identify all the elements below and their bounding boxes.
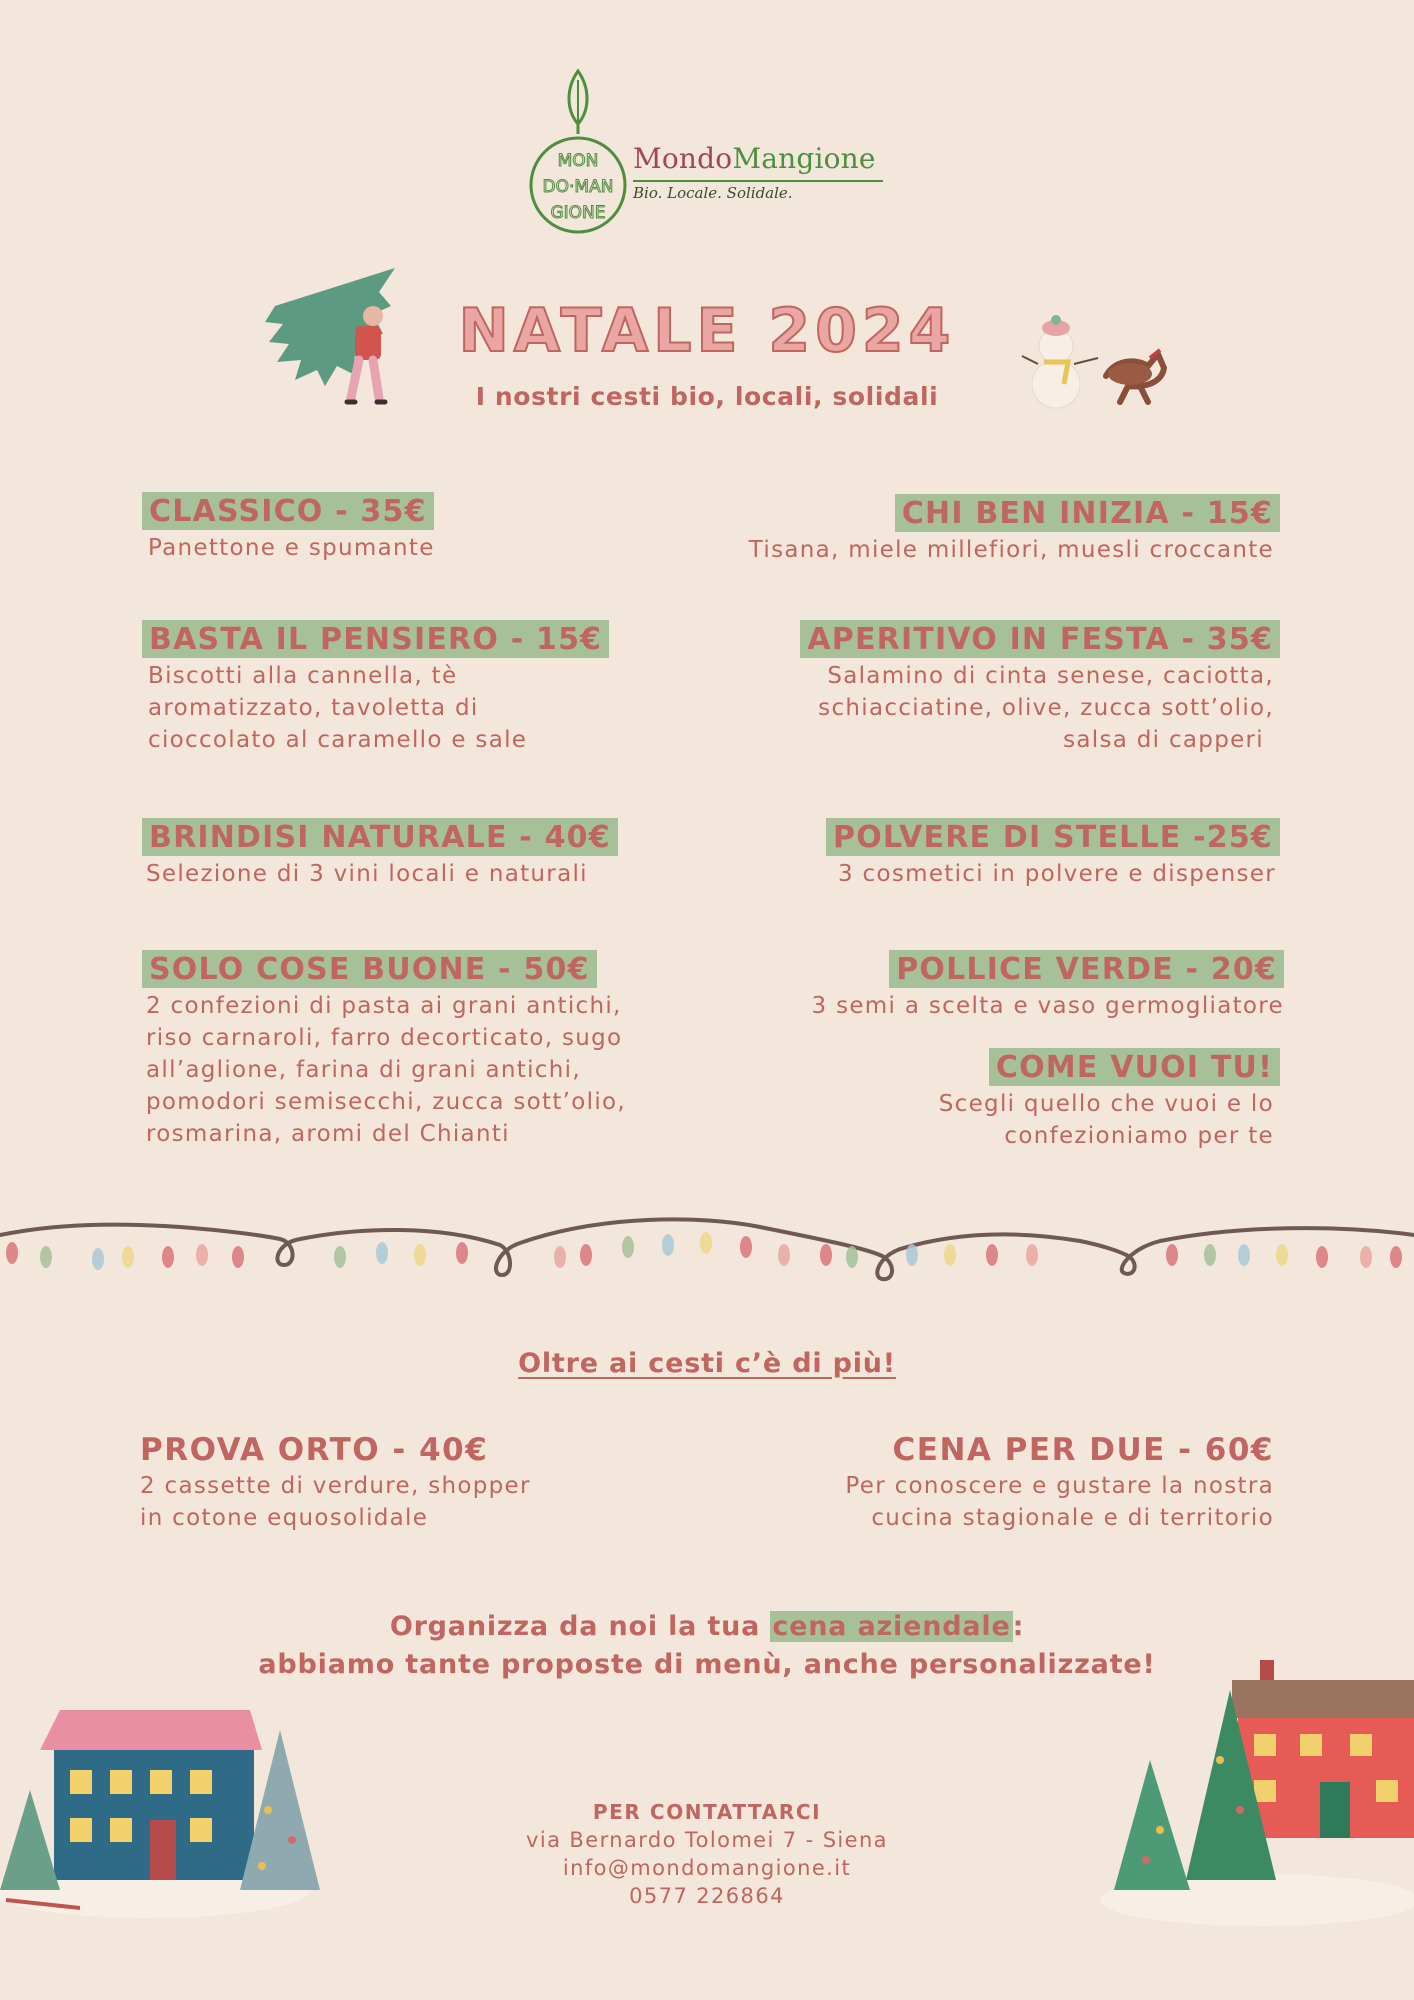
light-bulb: [740, 1236, 752, 1258]
description-line: confezioniamo per te: [1004, 1123, 1274, 1149]
description-line: salsa di capperi: [1063, 727, 1264, 753]
light-bulb: [6, 1242, 18, 1264]
light-bulb: [778, 1244, 790, 1266]
seal-line: GIONE: [550, 203, 606, 223]
basket-name: CLASSICO - 35€: [142, 492, 434, 530]
light-bulb: [580, 1244, 592, 1266]
light-bulb: [554, 1246, 566, 1268]
page-subtitle: I nostri cesti bio, locali, solidali: [475, 382, 939, 411]
basket-brindisi-naturale: [142, 818, 618, 890]
basket-description: Panettone e spumante: [148, 535, 435, 561]
description-line: pomodori semisecchi, zucca sott’olio,: [146, 1089, 627, 1115]
extra-name: PROVA ORTO - 40€: [140, 1432, 489, 1468]
basket-description: Selezione di 3 vini locali e naturali: [146, 861, 588, 887]
seal-line: DO·MAN: [542, 177, 614, 197]
promo-highlight: cena aziendale: [772, 1611, 1011, 1642]
basket-solo-cose-buone: [142, 950, 626, 1150]
brand-name: [633, 142, 876, 175]
extra-cena-per-due: [845, 1432, 1274, 1534]
description-line: Salamino di cinta senese, caciotta,: [827, 663, 1274, 689]
light-bulb: [122, 1246, 134, 1268]
light-bulb: [1316, 1246, 1328, 1268]
christmas-lights-garland: [0, 1205, 1414, 1295]
leaf-seal-icon: [528, 66, 628, 236]
light-bulb: [1204, 1244, 1216, 1266]
contact-email[interactable]: info@mondomangione.it: [562, 1856, 852, 1880]
light-bulb: [456, 1242, 468, 1264]
brand-name-part1: Mondo: [633, 142, 733, 175]
basket-come-vuoi-tu: [939, 1048, 1280, 1152]
extras-title: Oltre ai cesti c’è di più!: [518, 1348, 896, 1379]
light-bulb: [662, 1234, 674, 1256]
description-line: cucina stagionale e di territorio: [871, 1505, 1274, 1531]
basket-chi-ben-inizia: [749, 494, 1280, 566]
contact-address: via Bernardo Tolomei 7 - Siena: [526, 1828, 888, 1852]
basket-polvere-di-stelle: [826, 818, 1280, 890]
light-bulb: [162, 1246, 174, 1268]
brand-tagline: Bio. Locale. Solidale.: [633, 184, 793, 202]
extra-prova-orto: [140, 1432, 531, 1534]
description-line: aromatizzato, tavoletta di: [148, 695, 479, 721]
basket-description: 3 cosmetici in polvere e dispenser: [837, 861, 1276, 887]
light-bulb: [92, 1248, 104, 1270]
light-bulb: [334, 1246, 346, 1268]
light-bulb: [1166, 1244, 1178, 1266]
light-bulb: [376, 1242, 388, 1264]
basket-aperitivo-in-festa: [800, 620, 1280, 756]
light-bulb: [820, 1244, 832, 1266]
extra-name: CENA PER DUE - 60€: [892, 1432, 1274, 1468]
basket-description: [800, 660, 1280, 756]
light-bulb: [1238, 1244, 1250, 1266]
basket-basta-il-pensiero: [142, 620, 609, 756]
basket-description: [939, 1088, 1280, 1152]
promo-text: Organizza da noi la tua: [389, 1611, 771, 1642]
contact-block: [0, 1798, 1414, 1910]
light-bulb: [622, 1236, 634, 1258]
promo-text: :: [1012, 1611, 1025, 1642]
brand-logo: [528, 66, 888, 236]
light-bulb: [1276, 1244, 1288, 1266]
extra-description: [845, 1470, 1274, 1534]
seal-line: MON: [557, 151, 599, 171]
description-line: Scegli quello che vuoi e lo: [938, 1091, 1274, 1117]
light-bulb: [1390, 1246, 1402, 1268]
contact-phone[interactable]: 0577 226864: [629, 1884, 785, 1908]
basket-name: APERITIVO IN FESTA - 35€: [800, 620, 1280, 658]
extra-description: [140, 1470, 531, 1534]
light-bulb: [414, 1244, 426, 1266]
basket-name: CHI BEN INIZIA - 15€: [895, 494, 1280, 532]
light-bulbs: [6, 1232, 1402, 1270]
light-bulb: [906, 1244, 918, 1266]
light-bulb: [846, 1246, 858, 1268]
promo-line-2: abbiamo tante proposte di menù, anche personalizzate!: [258, 1649, 1156, 1680]
basket-classico: [142, 492, 435, 564]
logo-underline: [633, 180, 883, 182]
light-bulb: [232, 1246, 244, 1268]
light-bulb: [1026, 1244, 1038, 1266]
light-bulb: [700, 1232, 712, 1254]
basket-description: Tisana, miele millefiori, muesli croccante: [748, 537, 1274, 563]
basket-description: 3 semi a scelta e vaso germogliatore: [811, 993, 1284, 1019]
basket-description: [142, 660, 609, 756]
description-line: rosmarina, aromi del Chianti: [146, 1121, 510, 1147]
description-line: Per conoscere e gustare la nostra: [845, 1473, 1274, 1499]
description-line: Biscotti alla cannella, tè: [148, 663, 458, 689]
light-bulb: [1360, 1246, 1372, 1268]
brand-name-part2: Mangione: [732, 142, 876, 175]
description-line: 2 confezioni di pasta ai grani antichi,: [146, 993, 622, 1019]
light-bulb: [944, 1244, 956, 1266]
description-line: 2 cassette di verdure, shopper: [140, 1473, 531, 1499]
description-line: riso carnaroli, farro decorticato, sugo: [146, 1025, 623, 1051]
page-title: NATALE 2024: [458, 296, 956, 366]
contact-label: PER CONTATTARCI: [592, 1800, 822, 1824]
basket-name: SOLO COSE BUONE - 50€: [142, 950, 597, 988]
basket-name: BASTA IL PENSIERO - 15€: [142, 620, 609, 658]
basket-name: POLVERE DI STELLE -25€: [826, 818, 1280, 856]
basket-description: [142, 990, 626, 1150]
description-line: cioccolato al caramello e sale: [148, 727, 528, 753]
light-bulb: [986, 1244, 998, 1266]
description-line: all’aglione, farina di grani antichi,: [146, 1057, 581, 1083]
description-line: in cotone equosolidale: [140, 1505, 429, 1531]
basket-name: POLLICE VERDE - 20€: [889, 950, 1284, 988]
basket-pollice-verde: [812, 950, 1284, 1022]
description-line: schiacciatine, olive, zucca sott’olio,: [818, 695, 1274, 721]
basket-name: BRINDISI NATURALE - 40€: [142, 818, 618, 856]
basket-name: COME VUOI TU!: [989, 1048, 1280, 1086]
light-bulb: [40, 1246, 52, 1268]
light-bulb: [196, 1244, 208, 1266]
